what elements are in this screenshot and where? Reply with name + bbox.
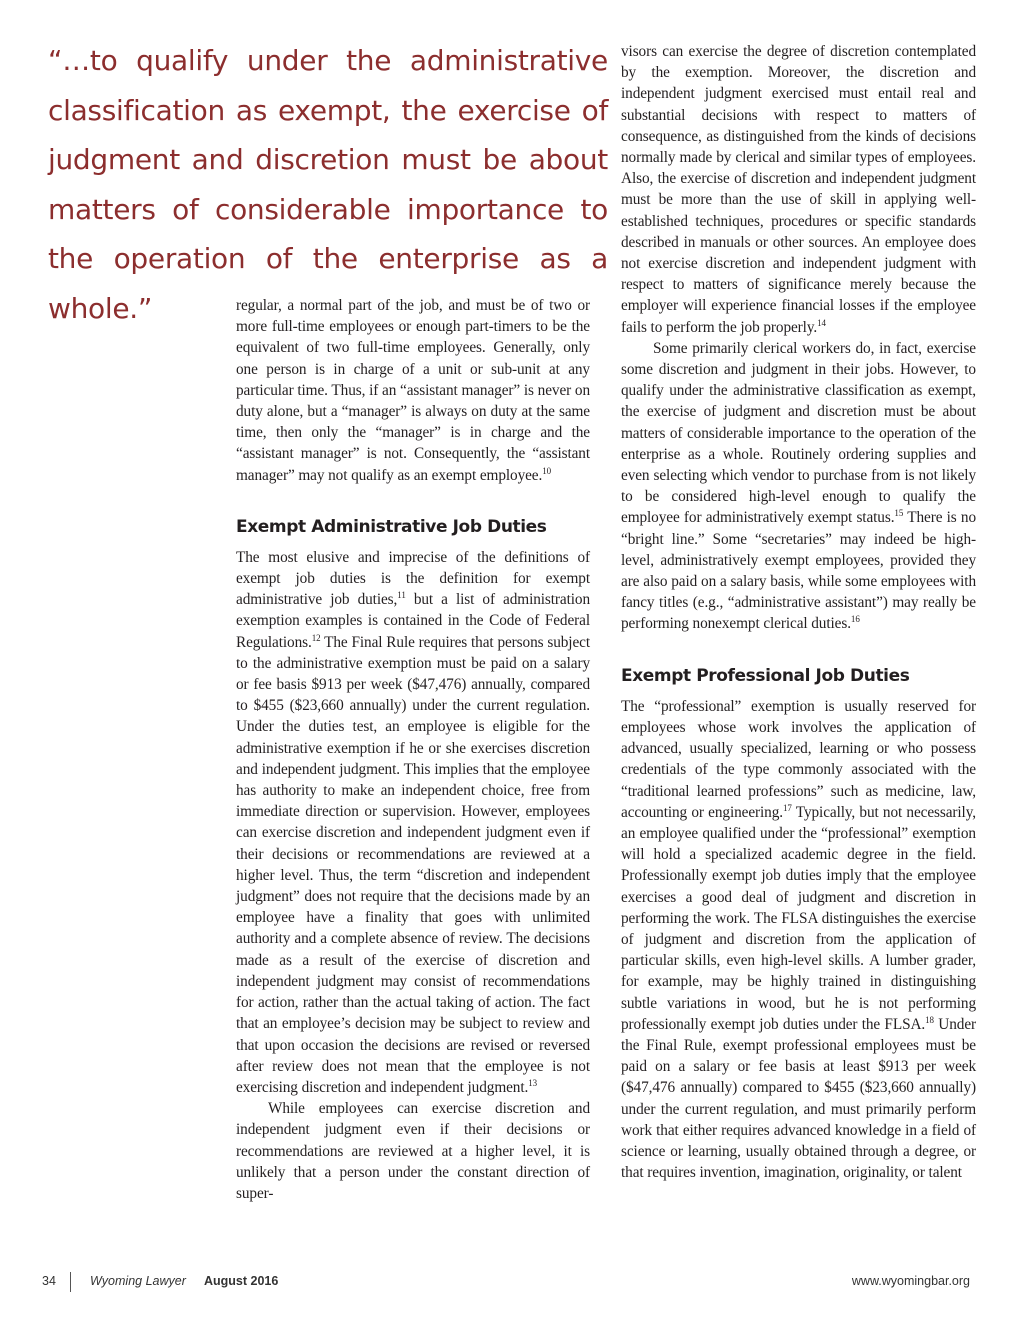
footnote-ref[interactable]: 14 [817,317,826,328]
footnote-ref[interactable]: 12 [311,632,321,643]
body-paragraph: The “professional” exemption is usually reserved for employees whose work involves the application of advanced, usually specialized, learning or who possess credentials of the type commonly associated with the “traditional learned professions” such as medicine, law, accounting or engineering.$^{17}$ Typically, but not necessarily, an employee qualified under the “professional” exemption will hold a specialized academic degree in the field. Professionally exempt job duties imply that the employee exercises a good deal of judgment and discretion in performing the work. The FLSA distinguishes the exercise of judgment and discretion from the application of particular skills, even high-level skills. A lumber grader, for example, may be highly trained in distinguishing subtle variations in wood, but he is not performing professionally exempt job duties under the FLSA.$^{18}$ Under the Final Rule, exempt professional employees must be paid on a salary or fee basis at least $913 per week ($47,476 annually) compared to $455 ($23,660 annually) under the current regulation, and must primarily perform work that either requires advanced knowledge in a field of science or learning, usually obtained through a degree, or that requires invention, imagination, originality, or talent [621,697,977,1182]
footnote-ref[interactable]: 17 [782,802,792,813]
body-paragraph: While employees can exercise discretion and independent judgment even if their decisions or recommendations are reviewed at a higher level, it is unlikely that a person under the constant direction of super- [236,1100,590,1202]
body-paragraph: regular, a normal part of the job, and must be of two or more full-time employees or enough part-timers to be the equivalent of two full-time employees. Generally, only one person is in charge of a unit or sub-unit at any particular time. Thus, if an “assistant manager” is never on duty alone, but a “manager” is always on duty at the same time, then only the “manager” is in charge and the “assistant manager” is not. Consequently, the “assistant manager” may not qualify as an exempt employee.$^{10}$ [236,297,590,484]
left-column [236,295,590,1204]
website-link[interactable]: www.wyomingbar.org [851,1274,970,1288]
footnote-ref[interactable]: 16 [850,614,860,625]
page-number: 34 [42,1274,56,1288]
section-heading-professional: Exempt Professional Job Duties [621,665,910,686]
pull-quote: “…to qualify under the administrative classification as exempt, the exercise of judgment and discretion must be about matters of considerable importance to the operation of the enterprise as a whole.” [48,44,608,325]
footnote-ref[interactable]: 15 [894,508,904,519]
issue-date: August 2016 [204,1274,279,1288]
body-paragraph: Some primarily clerical workers do, in fact, exercise some discretion and judgment in their jobs. However, to qualify under the administrative classification as exempt, the exercise of judgment and discretion must be about matters of considerable importance to the operation of the enterprise as a whole. Routinely ordering supplies and even selecting which vendor to purchase from is not likely to be considered high-level enough to qualify the employee for administratively exempt status.$^{15}$ There is no “bright line.” Some “secretaries” may indeed be high-level, administratively exempt employees, provided they are also paid on a salary basis, while some employees with fancy titles (e.g., “administrative assistant”) may really be performing nonexempt clerical duties.$^{16}$ [621,339,976,633]
body-paragraph: The most elusive and imprecise of the definitions of exempt job duties is the definition for exempt administrative job duties,$^{11}$ but a list of administration exemption examples is contained in the Code of Federal Regulations.$^{12}$ The Final Rule requires that persons subject to the administrative exemption must be paid on a salary or fee basis $913 per week ($47,476) annually, compared to $455 ($23,660 annually) under the current regulation. Under the duties test, an employee is eligible for the administrative exemption if he or she exercises discretion and independent judgment. This implies that the employee has authority to make an independent choice, free from immediate direction or supervision. However, employees can exercise discretion and independent judgment even if their decisions or recommendations are reviewed at a higher level. Thus, the term “discretion and independent judgment” does not require that the decisions made by an employee have a finality that goes with unlimited authority and a complete absence of review. The decisions made as a result of the exercise of discretion and independent judgment may consist of recommendations for action, rather than the actual taking of action. The fact that an employee’s decision may be subject to review and that upon occasion the decisions are revised or reversed after review does not mean that the employee is not exercising discretion and independent judgment.$^{13}$ [236,548,591,1096]
section-heading-administrative: Exempt Administrative Job Duties [236,516,547,537]
footnote-ref[interactable]: 18 [925,1014,934,1025]
right-column [621,41,976,1183]
footnote-ref[interactable]: 10 [542,465,552,476]
publication-name: Wyoming Lawyer [90,1274,186,1288]
footnote-ref[interactable]: 11 [397,590,406,601]
page-footer [0,1272,1024,1292]
footer-divider [70,1272,71,1292]
body-paragraph: visors can exercise the degree of discretion contemplated by the exemption. Moreover, the discretion and independent judgment exercised must entail real and substantial decisions with respect to matters of consequence, as distinguished from the kinds of decisions normally made by clerical and similar types of employees. Also, the exercise of discretion and independent judgment must be more than the use of skill in applying well-established techniques, procedures or specific standards described in manuals or other sources. An employee does not exercise discretion and independent judgment with respect to matters of significance merely because the employer will experience financial losses if the employee fails to perform the job properly.$^{14}$ [621,43,976,336]
footnote-ref[interactable]: 13 [528,1077,538,1088]
